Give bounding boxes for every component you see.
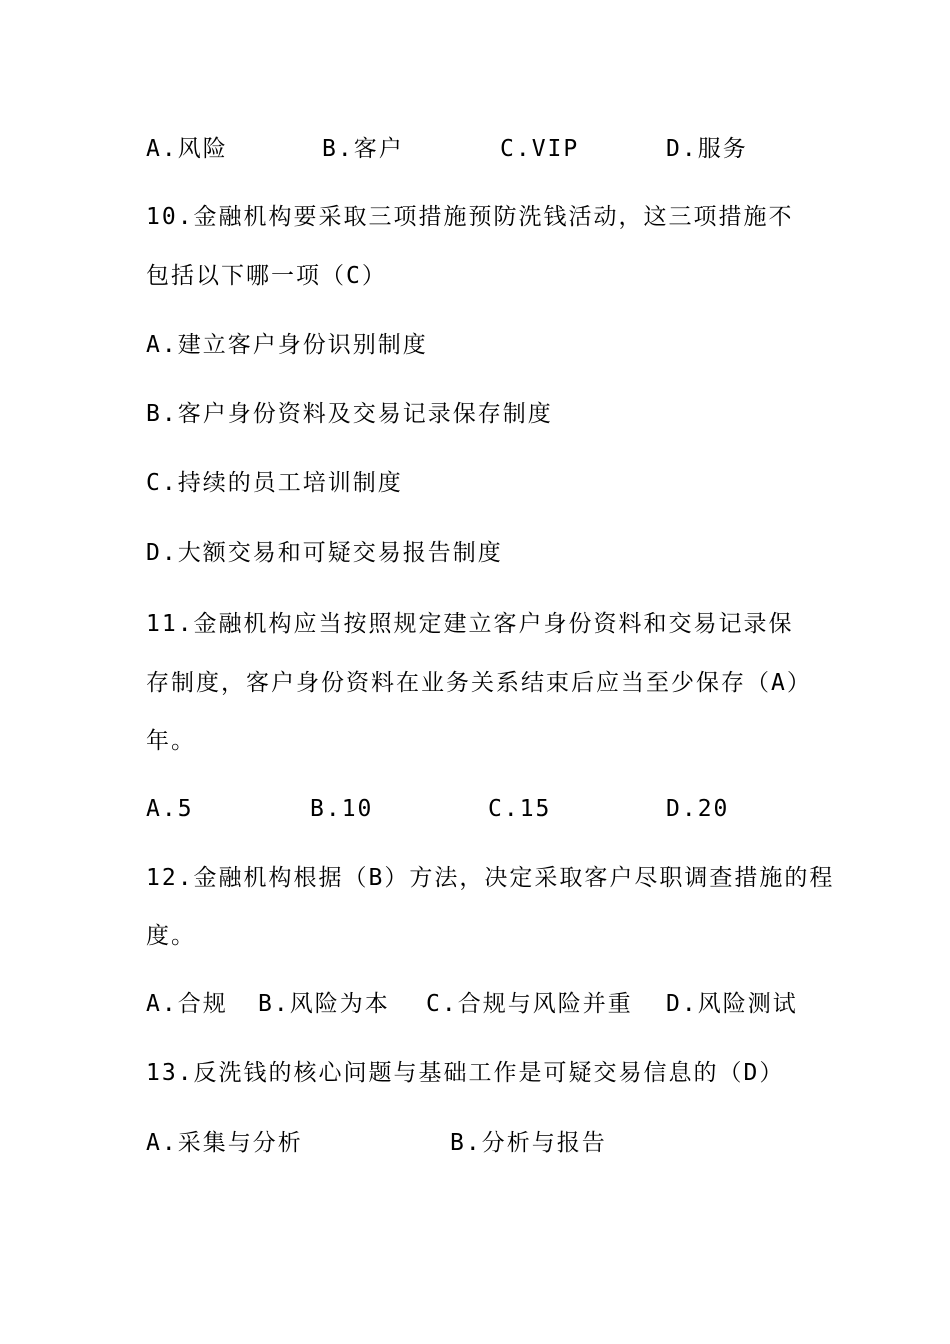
q10-option-a: A.建立客户身份识别制度 [146,332,428,358]
q11-stem-line3: 年。 [146,728,196,754]
q10-option-d: D.大额交易和可疑交易报告制度 [146,540,503,566]
q11-option-d: D.20 [666,796,730,822]
q9-option-b: B.客户 [322,136,404,162]
q11-option-c: C.15 [488,796,552,822]
q13-stem-line1: 13.反洗钱的核心问题与基础工作是可疑交易信息的（D） [146,1060,785,1086]
q12-option-a: A.合规 [146,991,228,1017]
q12-option-b: B.风险为本 [258,991,390,1017]
q10-stem-line1: 10.金融机构要采取三项措施预防洗钱活动，这三项措施不 [146,204,794,230]
q11-option-b: B.10 [310,796,374,822]
q13-option-b: B.分析与报告 [450,1130,607,1156]
q12-option-c: C.合规与风险并重 [426,991,633,1017]
q11-option-a: A.5 [146,796,194,822]
q11-stem-line1: 11.金融机构应当按照规定建立客户身份资料和交易记录保 [146,611,794,637]
q12-option-d: D.风险测试 [666,991,798,1017]
q9-option-c: C.VIP [500,136,580,162]
q12-stem-line1: 12.金融机构根据（B）方法，决定采取客户尽职调查措施的程 [146,865,835,891]
q10-stem-line2: 包括以下哪一项（C） [146,263,387,289]
q10-option-b: B.客户身份资料及交易记录保存制度 [146,401,553,427]
q10-option-c: C.持续的员工培训制度 [146,470,403,496]
q13-option-a: A.采集与分析 [146,1130,303,1156]
q9-option-d: D.服务 [666,136,748,162]
q11-stem-line2: 存制度，客户身份资料在业务关系结束后应当至少保存（A） [146,670,812,696]
q12-stem-line2: 度。 [146,923,196,949]
q9-option-a: A.风险 [146,136,228,162]
